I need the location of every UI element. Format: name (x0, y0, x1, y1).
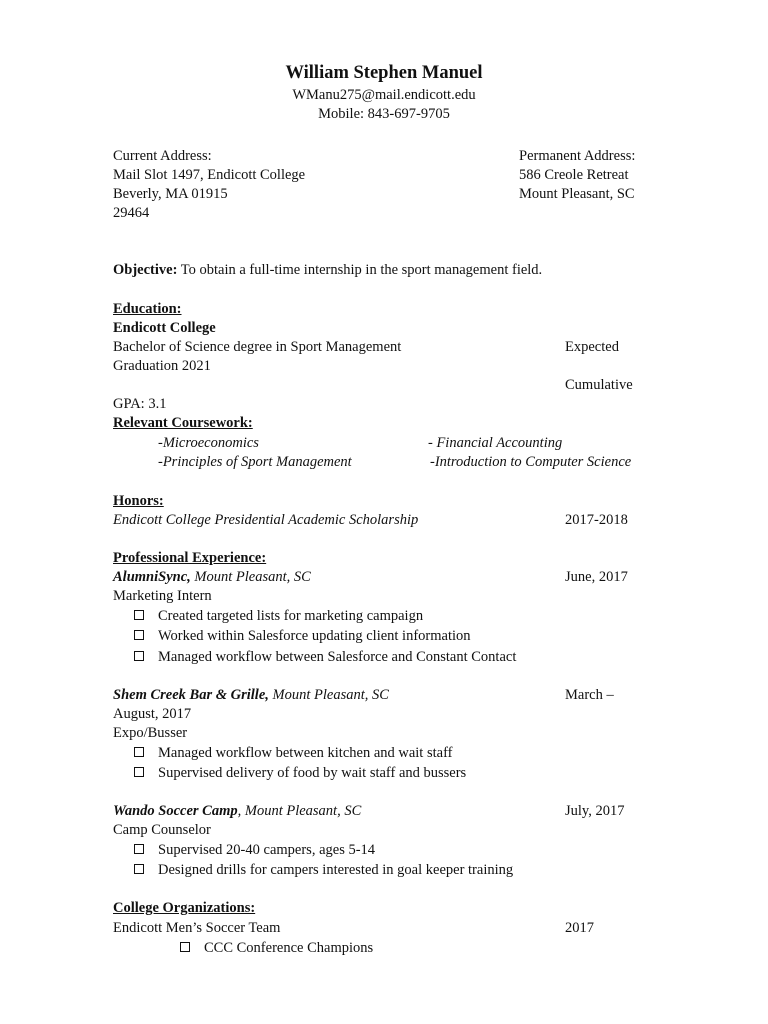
permanent-address-line2: Mount Pleasant, SC (519, 186, 635, 202)
job3-company: Wando Soccer Camp (113, 803, 238, 819)
bullet-text: Designed drills for campers interested in goal keeper training (158, 862, 514, 878)
organization-item: Endicott Men’s Soccer Team (113, 920, 281, 936)
permanent-address-line1: 586 Creole Retreat (519, 167, 629, 183)
bullet-text: Worked within Salesforce updating client information (158, 628, 471, 644)
checkbox-bullet-icon (134, 630, 144, 640)
checkbox-bullet-icon (134, 651, 144, 661)
course-item: -Introduction to Computer Science (430, 454, 632, 470)
permanent-address-label: Permanent Address: (519, 148, 636, 164)
organizations-heading: College Organizations: (113, 900, 256, 916)
gpa: GPA: 3.1 (113, 396, 167, 412)
job1-title: Marketing Intern (113, 588, 212, 604)
mobile-number: Mobile: 843-697-9705 (318, 106, 450, 122)
email-address: WManu275@mail.endicott.edu (292, 87, 476, 103)
expected-label: Expected (565, 339, 619, 355)
objective-label: Objective: (113, 262, 178, 278)
list-item (134, 648, 516, 667)
job2-date-continued: August, 2017 (113, 706, 192, 722)
candidate-name: William Stephen Manuel (285, 63, 483, 83)
honors-heading: Honors: (113, 493, 164, 509)
checkbox-bullet-icon (134, 844, 144, 854)
list-item (134, 607, 423, 626)
honors-item: Endicott College Presidential Academic Scholarship (113, 512, 419, 528)
cumulative-label: Cumulative (565, 377, 633, 393)
checkbox-bullet-icon (180, 942, 190, 952)
graduation-year: Graduation 2021 (113, 358, 211, 374)
job3-date: July, 2017 (565, 803, 625, 819)
list-item (134, 744, 452, 763)
coursework-heading: Relevant Coursework: (113, 415, 253, 431)
course-item: -Microeconomics (158, 435, 259, 451)
honors-years: 2017-2018 (565, 512, 628, 528)
experience-heading: Professional Experience: (113, 550, 267, 566)
education-heading: Education: (113, 301, 182, 317)
objective-line (113, 261, 542, 280)
current-address-label: Current Address: (113, 148, 212, 164)
bullet-text: Managed workflow between Salesforce and Constant Contact (158, 649, 517, 665)
list-item (134, 841, 375, 860)
list-item (134, 861, 513, 880)
job2-location: Mount Pleasant, SC (268, 687, 389, 703)
checkbox-bullet-icon (134, 767, 144, 777)
list-item (134, 627, 471, 646)
checkbox-bullet-icon (134, 747, 144, 757)
checkbox-bullet-icon (134, 610, 144, 620)
bullet-text: Supervised 20-40 campers, ages 5-14 (158, 842, 376, 858)
job2-company: Shem Creek Bar & Grille, (113, 687, 269, 703)
job1-location: Mount Pleasant, SC (190, 569, 311, 585)
course-item: - Financial Accounting (428, 435, 563, 451)
checkbox-bullet-icon (134, 864, 144, 874)
job2-title: Expo/Busser (113, 725, 188, 741)
degree: Bachelor of Science degree in Sport Management (113, 339, 402, 355)
job3-location: , Mount Pleasant, SC (237, 803, 362, 819)
job1-header (113, 568, 311, 587)
current-address-line1: Mail Slot 1497, Endicott College (113, 167, 306, 183)
organization-year: 2017 (565, 920, 594, 936)
school-name: Endicott College (113, 320, 216, 336)
job1-company: AlumniSync, (113, 569, 191, 585)
job3-title: Camp Counselor (113, 822, 211, 838)
bullet-text: CCC Conference Champions (204, 940, 374, 956)
current-address-line2: Beverly, MA 01915 (113, 186, 228, 202)
list-item (134, 764, 466, 783)
job2-header (113, 686, 389, 705)
course-item: -Principles of Sport Management (158, 454, 352, 470)
bullet-text: Supervised delivery of food by wait staff and bussers (158, 765, 467, 781)
current-address-line3: 29464 (113, 205, 150, 221)
bullet-text: Managed workflow between kitchen and wait staff (158, 745, 453, 761)
job3-header (113, 802, 361, 821)
bullet-text: Created targeted lists for marketing campaign (158, 608, 424, 624)
list-item (180, 939, 373, 958)
job2-date: March – (565, 687, 614, 703)
job1-date: June, 2017 (565, 569, 628, 585)
objective-text: To obtain a full-time internship in the sport management field. (177, 262, 543, 278)
